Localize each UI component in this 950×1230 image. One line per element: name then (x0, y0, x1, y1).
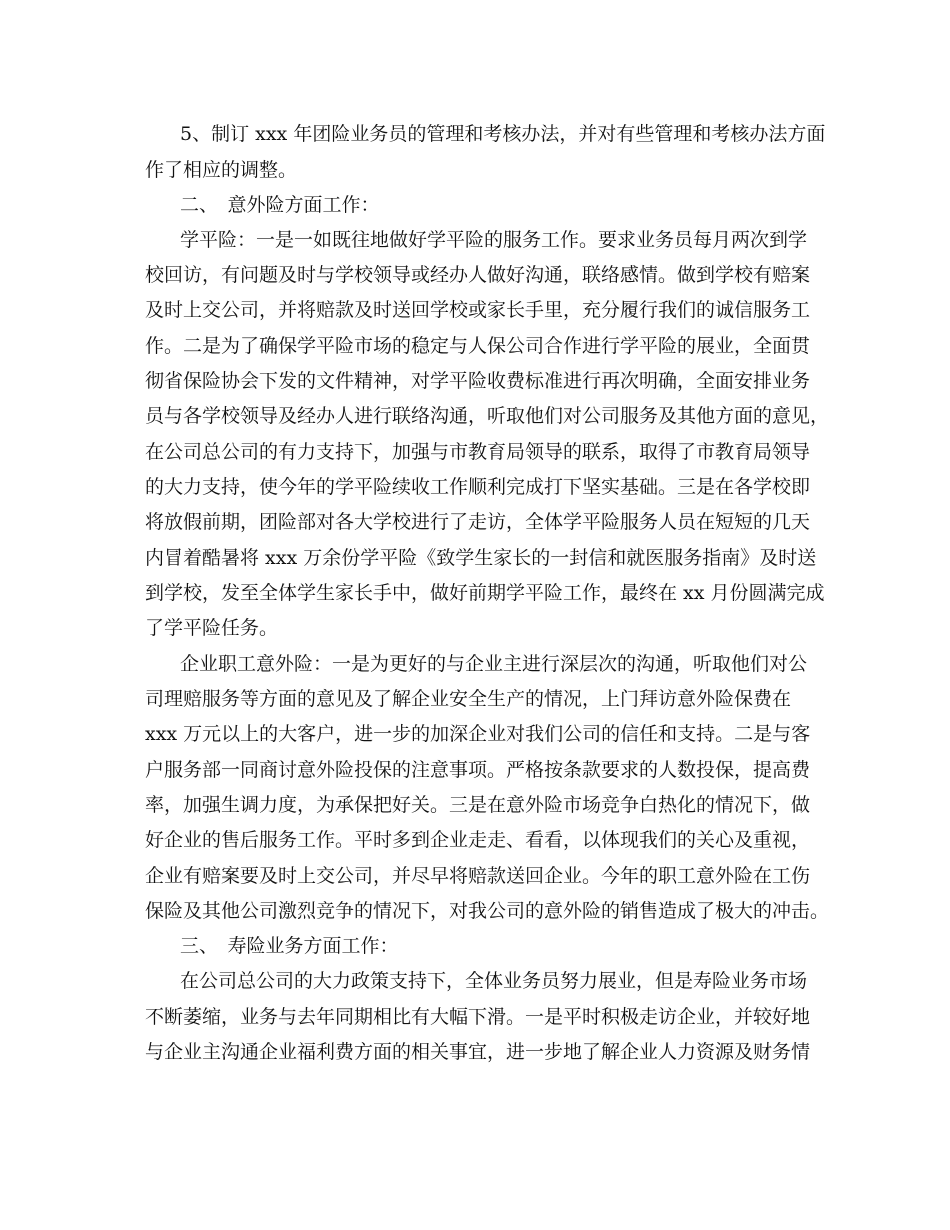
text-line: 率，加强生调力度，为承保把好关。三是在意外险市场竞争白热化的情况下，做 (145, 794, 811, 816)
text-line: 企业职工意外险：一是为更好的与企业主进行深层次的沟通，听取他们对公 (180, 653, 808, 675)
text-line: 司理赔服务等方面的意见及了解企业安全生产的情况，上门拜访意外险保费在 (145, 688, 792, 710)
section-heading: 三、 寿险业务方面工作： (180, 935, 399, 957)
text-line: 内冒着酷暑将 xxx 万余份学平险《致学生家长的一封信和就医服务指南》及时送 (145, 547, 817, 569)
text-line: 企业有赔案要及时上交公司，并尽早将赔款送回企业。今年的职工意外险在工伤 (145, 865, 811, 887)
text-line: 及时上交公司，并将赔款及时送回学校或家长手里，充分履行我们的诚信服务工 (145, 299, 811, 321)
text-line: 保险及其他公司激烈竞争的情况下，对我公司的意外险的销售造成了极大的冲击。 (145, 900, 830, 922)
text-line: 与企业主沟通企业福利费方面的相关事宜，进一步地了解企业人力资源及财务情 (145, 1041, 811, 1063)
text-line: 作了相应的调整。 (145, 159, 298, 181)
text-line: 员与各学校领导及经办人进行联络沟通，听取他们对公司服务及其他方面的意见， (145, 405, 830, 427)
text-line: 作。二是为了确保学平险市场的稳定与人保公司合作进行学平险的展业，全面贯 (145, 335, 811, 357)
section-heading: 二、 意外险方面工作： (180, 194, 380, 216)
text-line: 将放假前期，团险部对各大学校进行了走访，全体学平险服务人员在短短的几天 (145, 511, 811, 533)
text-line: 5、制订 xxx 年团险业务员的管理和考核办法，并对有些管理和考核办法方面 (180, 123, 826, 145)
text-line: 校回访，有问题及时与学校领导或经办人做好沟通，联络感情。做到学校有赔案 (145, 264, 811, 286)
text-line: 学平险：一是一如既往地做好学平险的服务工作。要求业务员每月两次到学 (180, 229, 808, 251)
text-line: 的大力支持，使今年的学平险续收工作顺利完成打下坚实基础。三是在各学校即 (145, 476, 811, 498)
text-line: 好企业的售后服务工作。平时多到企业走走、看看，以体现我们的关心及重视， (145, 829, 811, 851)
text-line: 户服务部一同商讨意外险投保的注意事项。严格按条款要求的人数投保，提高费 (145, 759, 811, 781)
text-line: 到学校，发至全体学生家长手中，做好前期学平险工作，最终在 xx 月份圆满完成 (145, 582, 825, 604)
text-line: xxx 万元以上的大客户，进一步的加深企业对我们公司的信任和支持。二是与客 (145, 723, 811, 745)
text-line: 彻省保险协会下发的文件精神，对学平险收费标准进行再次明确，全面安排业务 (145, 370, 811, 392)
text-line: 了学平险任务。 (145, 617, 279, 639)
text-line: 不断萎缩，业务与去年同期相比有大幅下滑。一是平时积极走访企业，并较好地 (145, 1006, 811, 1028)
text-line: 在公司总公司的大力政策支持下，全体业务员努力展业，但是寿险业务市场 (180, 970, 808, 992)
text-line: 在公司总公司的有力支持下，加强与市教育局领导的联系，取得了市教育局领导 (145, 441, 811, 463)
